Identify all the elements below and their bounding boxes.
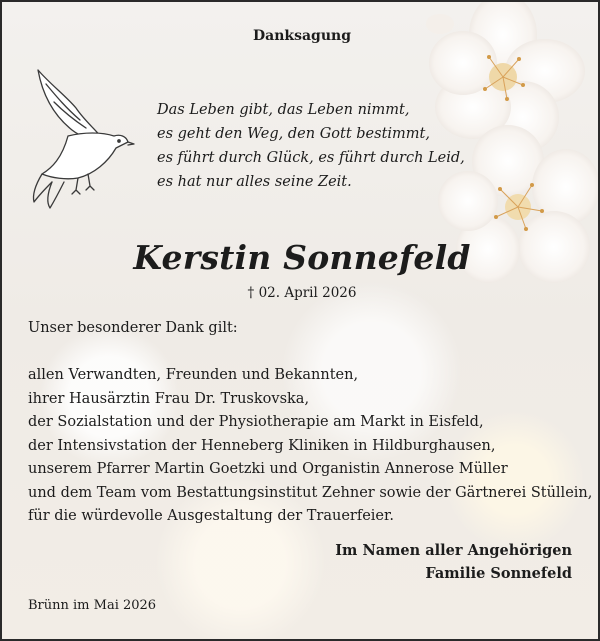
poem-line: es hat nur alles seine Zeit. — [157, 174, 352, 190]
poem-line: es geht den Weg, den Gott bestimmt, — [157, 126, 430, 142]
signature-line: Im Namen aller Angehörigen — [335, 542, 572, 559]
poem-line: es führt durch Glück, es führt durch Leid, — [157, 150, 465, 166]
place-date: Brünn im Mai 2026 — [28, 598, 157, 613]
death-date: † 02. April 2026 — [247, 285, 357, 301]
thanks-line: allen Verwandten, Freunden und Bekannten, — [28, 367, 359, 383]
thanks-intro: Unser besonderer Dank gilt: — [28, 320, 238, 336]
thanks-line: für die würdevolle Ausgestaltung der Trauerfeier. — [28, 508, 394, 524]
thanks-line: ihrer Hausärztin Frau Dr. Truskovska, — [28, 390, 310, 407]
dove-icon — [28, 62, 138, 212]
signature — [335, 539, 572, 585]
poem-line: Das Leben gibt, das Leben nimmt, — [157, 102, 410, 118]
thanks-line: der Intensivstation der Henneberg Kliniken in Hildburghausen, — [28, 437, 496, 454]
thanks-line: unserem Pfarrer Martin Goetzki und Organistin Annerose Müller — [28, 461, 508, 477]
signature-family: Familie Sonnefeld — [425, 565, 572, 582]
poem — [157, 98, 465, 194]
heading: Danksagung — [253, 28, 351, 44]
deceased-name: Kerstin Sonnefeld — [133, 238, 471, 277]
thanks-list — [28, 364, 592, 529]
thanks-line: der Sozialstation und der Physiotherapie am Markt in Eisfeld, — [28, 414, 484, 430]
thanks-line: und dem Team vom Bestattungsinstitut Zehner sowie der Gärtnerei Stüllein, — [28, 484, 593, 501]
